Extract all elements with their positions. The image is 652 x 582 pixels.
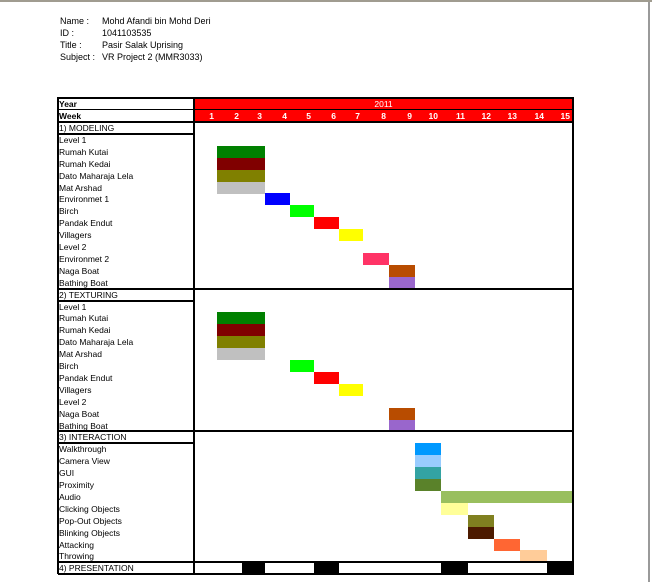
task-bar [468, 515, 494, 527]
week-header: 3 [242, 110, 265, 121]
task-bar [363, 253, 389, 265]
task-label: Rumah Kedai [59, 325, 111, 336]
divider [58, 97, 574, 99]
task-bar [415, 467, 441, 479]
info-value: Mohd Afandi bin Mohd Deri [102, 16, 211, 26]
task-bar [217, 348, 265, 360]
year-bar: 2011 [194, 98, 573, 109]
info-key: Subject : [60, 52, 96, 62]
week-header: 1 [194, 110, 217, 121]
task-label: Birch [59, 206, 79, 217]
week-header: 4 [265, 110, 290, 121]
task-label: GUI [59, 468, 75, 479]
week-header: 8 [363, 110, 389, 121]
section-title: 3) INTERACTION [59, 432, 127, 443]
week-header: 12 [468, 110, 494, 121]
section-title: 2) TEXTURING [59, 289, 118, 300]
task-label: Villagers [59, 384, 92, 395]
week-header: 5 [290, 110, 314, 121]
task-bar [339, 229, 363, 241]
task-label: Pandak Endut [59, 218, 113, 229]
week-header: 2 [217, 110, 242, 121]
task-label: Blinking Objects [59, 527, 120, 538]
info-key: Name : [60, 16, 90, 26]
week-header: 14 [520, 110, 547, 121]
week-header: 9 [389, 110, 415, 121]
window-top-border [0, 0, 652, 2]
task-bar [217, 182, 265, 194]
divider [58, 109, 574, 110]
task-bar [217, 158, 265, 170]
section-title: 4) PRESENTATION [59, 563, 134, 574]
task-bar [339, 384, 363, 396]
task-label: Pandak Endut [59, 372, 113, 383]
task-label: Bathing Boat [59, 420, 108, 431]
task-label: Walkthrough [59, 444, 107, 455]
task-bar [290, 205, 314, 217]
week-header: 6 [314, 110, 339, 121]
divider [58, 573, 574, 575]
task-label: Naga Boat [59, 265, 100, 276]
week-header: 11 [441, 110, 468, 121]
task-bar [217, 336, 265, 348]
info-row [60, 27, 211, 39]
info-row [60, 39, 211, 51]
task-bar [217, 324, 265, 336]
task-bar [468, 527, 494, 539]
left-border [57, 97, 59, 574]
task-label: Rumah Kedai [59, 158, 111, 169]
year-label: Year [59, 99, 77, 109]
info-value: Pasir Salak Uprising [102, 40, 184, 50]
task-label: Mat Arshad [59, 182, 102, 193]
task-label: Bathing Boat [59, 277, 108, 288]
task-label: Pop-Out Objects [59, 515, 122, 526]
page-right-border [648, 2, 650, 582]
task-bar [415, 443, 441, 455]
task-label: Clicking Objects [59, 503, 120, 514]
info-row [60, 15, 211, 27]
info-value: 1041103535 [102, 28, 152, 38]
task-bar [415, 455, 441, 467]
middle-border [193, 97, 195, 574]
week-header: 13 [494, 110, 520, 121]
task-label: Dato Maharaja Lela [59, 170, 134, 181]
task-label: Level 2 [59, 242, 87, 252]
task-label: Level 1 [59, 301, 87, 312]
section-title: 1) MODELING [59, 123, 115, 133]
task-label: Rumah Kutai [59, 146, 109, 157]
info-key: ID : [60, 28, 75, 38]
task-label: Level 2 [59, 396, 87, 407]
task-label: Attacking [59, 539, 94, 550]
task-label: Proximity [59, 480, 94, 490]
task-bar [389, 265, 415, 277]
week-header: 7 [339, 110, 363, 121]
task-label: Mat Arshad [59, 349, 102, 360]
week-header: 15 [547, 110, 573, 121]
right-border [572, 97, 574, 574]
task-bar [415, 479, 441, 491]
task-bar [389, 408, 415, 420]
task-label: Camera View [59, 456, 110, 467]
info-row [60, 51, 211, 63]
task-label: Environmet 1 [59, 194, 110, 205]
task-label: Audio [59, 491, 81, 502]
task-label: Level 1 [59, 134, 87, 145]
week-label: Week [59, 111, 82, 121]
info-value: VR Project 2 (MMR3033) [102, 52, 203, 62]
task-label: Naga Boat [59, 408, 100, 419]
task-bar [441, 491, 573, 503]
task-bar [217, 170, 265, 182]
task-label: Dato Maharaja Lela [59, 337, 134, 348]
task-bar [314, 372, 339, 384]
task-bar [217, 146, 265, 158]
student-info [60, 15, 211, 63]
task-bar [265, 193, 290, 205]
info-key: Title : [60, 40, 82, 50]
task-bar [314, 217, 339, 229]
task-label: Birch [59, 361, 79, 371]
task-label: Throwing [59, 551, 94, 562]
task-bar [494, 539, 520, 551]
task-label: Rumah Kutai [59, 313, 109, 324]
week-header: 10 [415, 110, 441, 121]
task-label: Environmet 2 [59, 253, 110, 264]
task-bar [217, 312, 265, 324]
task-bar [290, 360, 314, 372]
task-bar [441, 503, 468, 515]
task-label: Villagers [59, 230, 92, 241]
